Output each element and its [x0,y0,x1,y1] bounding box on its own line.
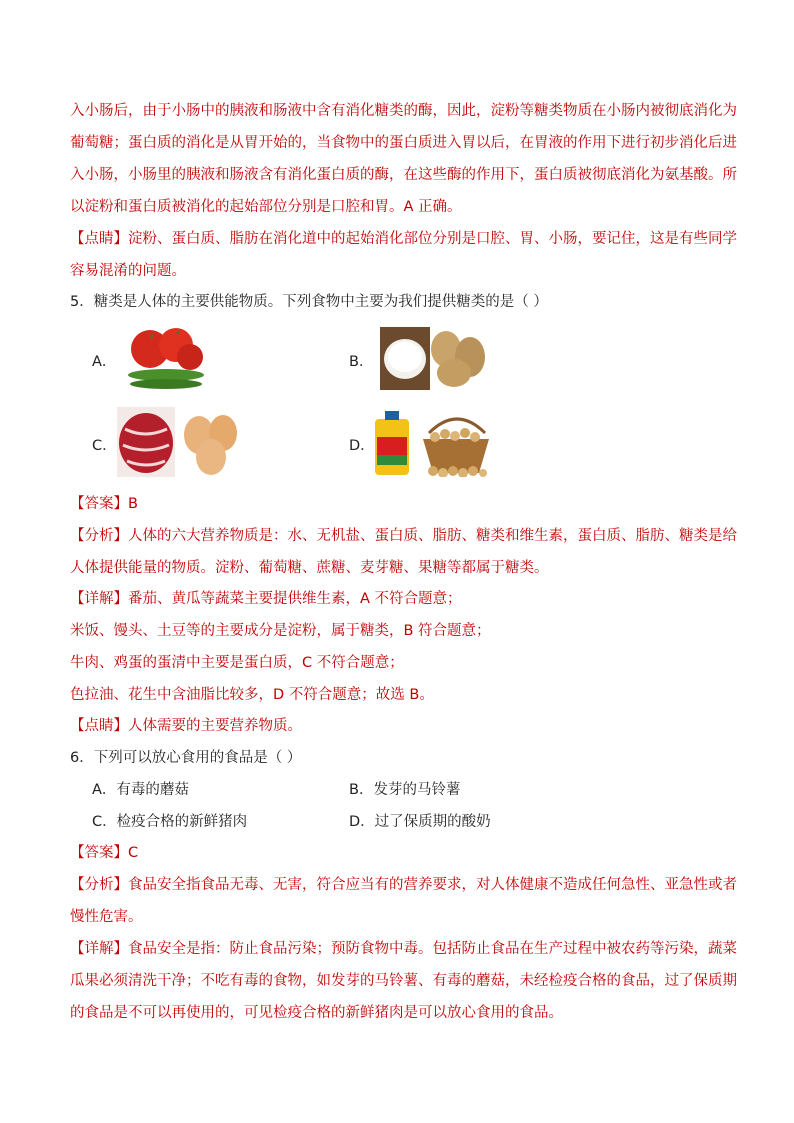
q6-detail-line-2: 瓜果必须清洗干净；不吃有毒的食物，如发芽的马铃薯、有毒的蘑菇，未经检疫合格的食品，过了保质期 [70,973,737,989]
q5-option-a-label: A． [92,354,117,370]
dianjing-text: 人体需要的主要营养物质。 [128,718,302,734]
prev-line-1: 入小肠后，由于小肠中的胰液和肠液中含有消化糖类的酶，因此，淀粉等糖类物质在小肠内被彻底消化为 [70,103,737,119]
dianjing-tag: 【点睛】 [70,718,128,734]
analysis-text: 食品安全指食品无毒、无害，符合应当有的营养要求，对人体健康不造成任何急性、亚急性或者 [128,877,737,893]
answer-tag: 【答案】 [70,845,128,861]
prev-dianjing [70,229,737,249]
oil-peanuts-image [373,409,489,477]
answer-value: C [128,845,139,861]
q6-analysis [70,875,737,895]
q6-option-b: B．发芽的马铃薯 [349,782,461,798]
q5-answer [70,494,138,514]
detail-tag: 【详解】 [70,941,128,957]
prev-dianjing-line-2: 容易混淆的问题。 [70,263,186,279]
q6-answer [70,843,138,863]
rice-potato-image [380,327,488,390]
prev-line-4: 以淀粉和蛋白质被消化的起始部位分别是口腔和胃。A 正确。 [70,199,462,215]
q5-option-c-label: C． [92,438,117,454]
analysis-text: 人体的六大营养物质是：水、无机盐、蛋白质、脂肪、糖类和维生素，蛋白质、脂肪、糖类是给 [128,528,737,544]
detail-tag: 【详解】 [70,591,128,607]
q5-analysis-line-2: 人体提供能量的物质。淀粉、葡萄糖、蔗糖、麦芽糖、果糖等都属于糖类。 [70,560,549,576]
prev-line-2: 葡萄糖；蛋白质的消化是从胃开始的，当食物中的蛋白质进入胃以后，在胃液的作用下进行初步消化后进 [70,135,737,151]
analysis-tag: 【分析】 [70,877,128,893]
q5-detail-line-3: 牛肉、鸡蛋的蛋清中主要是蛋白质，C 不符合题意； [70,655,404,671]
q6-option-d: D．过了保质期的酸奶 [349,814,491,830]
prev-line-3: 入小肠，小肠里的胰液和肠液含有消化蛋白质的酶，在这些酶的作用下，蛋白质被彻底消化为氨基酸。所 [70,167,737,183]
q5-option-d-label: D． [349,438,375,454]
q6-detail-line-3: 的食品是不可以再使用的，可见检疫合格的新鲜猪肉是可以放心食用的食品。 [70,1005,563,1021]
answer-tag: 【答案】 [70,496,128,512]
dianjing-text: 淀粉、蛋白质、脂肪在消化道中的起始消化部位分别是口腔、胃、小肠，要记住，这是有些同学 [128,231,737,247]
dianjing-tag: 【点睛】 [70,231,128,247]
beef-eggs-image [117,407,241,477]
q6-detail [70,939,737,959]
q5-detail [70,589,462,609]
tomato-cucumber-image [124,323,208,391]
q5-option-b-label: B． [349,354,374,370]
q5-detail-line-4: 色拉油、花生中含油脂比较多，D 不符合题意；故选 B。 [70,687,434,703]
q5-analysis [70,526,737,546]
q6-stem: 6．下列可以放心食用的食品是（ ） [70,750,302,766]
analysis-tag: 【分析】 [70,528,128,544]
q5-detail-line-2: 米饭、馒头、土豆等的主要成分是淀粉，属于糖类，B 符合题意； [70,623,491,639]
detail-text: 番茄、黄瓜等蔬菜主要提供维生素，A 不符合题意； [128,591,462,607]
q6-analysis-line-2: 慢性危害。 [70,909,143,925]
detail-text: 食品安全是指：防止食品污染；预防食物中毒。包括防止食品在生产过程中被农药等污染，蔬菜 [128,941,737,957]
q5-dianjing [70,716,302,736]
q5-stem: 5．糖类是人体的主要供能物质。下列食物中主要为我们提供糖类的是（ ） [70,294,548,310]
q6-option-a: A．有毒的蘑菇 [92,782,189,798]
q6-option-c: C．检疫合格的新鲜猪肉 [92,814,248,830]
answer-value: B [128,496,138,512]
